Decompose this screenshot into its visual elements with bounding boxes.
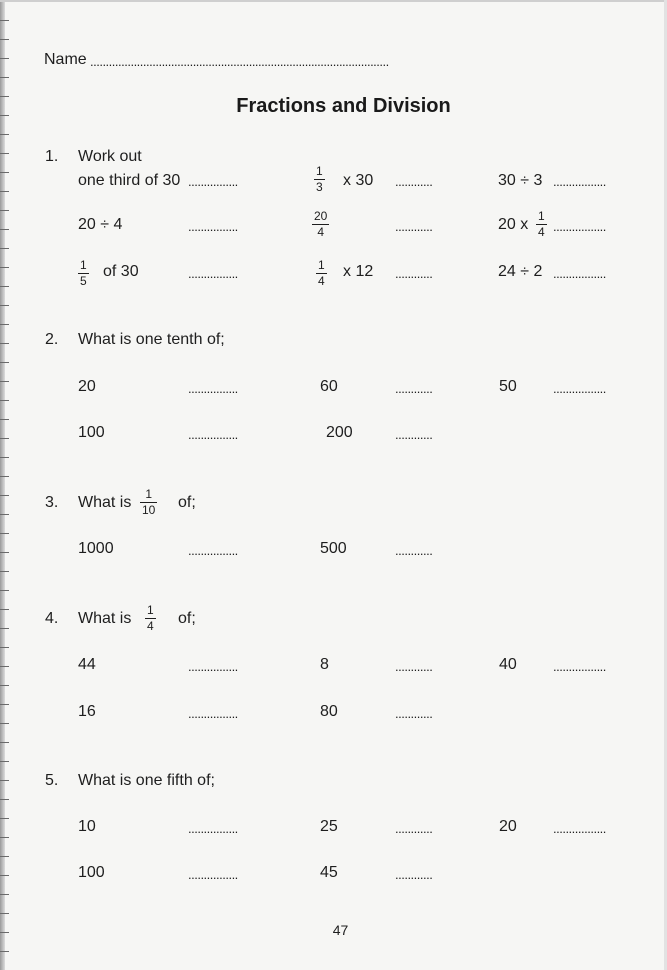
binding-tick [0, 286, 9, 287]
binding-tick [0, 191, 9, 192]
q1-r1-c1: one third of 30 [78, 172, 181, 189]
q1-r2-c1: 20 ÷ 4 [78, 216, 123, 233]
answer-line[interactable]: ................. [553, 174, 606, 189]
q5-item: 45 [320, 864, 338, 881]
answer-line[interactable]: ................ [188, 427, 238, 442]
binding-tick [0, 20, 9, 21]
fraction-denominator: 3 [316, 180, 323, 194]
answer-line[interactable]: ................ [188, 659, 238, 674]
answer-line[interactable]: ............ [395, 821, 433, 836]
name-answer-line[interactable]: ................................................................................................ [90, 54, 389, 69]
q5-item: 100 [78, 864, 105, 881]
answer-line[interactable]: ................ [188, 867, 238, 882]
binding-tick [0, 894, 9, 895]
binding-tick [0, 609, 9, 610]
q3-item: 1000 [78, 540, 114, 557]
fraction-numerator: 1 [318, 258, 325, 272]
fraction-numerator: 1 [145, 487, 153, 501]
answer-line[interactable]: ................. [553, 266, 606, 281]
q2-number: 2. [45, 331, 59, 348]
q1-r2-c2-fraction [312, 210, 329, 239]
q5-item: 20 [499, 818, 517, 835]
page-edge-left [0, 0, 5, 970]
binding-tick [0, 58, 9, 59]
q1-r3-c1-fraction [78, 259, 89, 288]
binding-tick [0, 77, 9, 78]
binding-tick [0, 799, 9, 800]
answer-line[interactable]: ................. [553, 219, 606, 234]
binding-tick [0, 381, 9, 382]
q1-r3-c2-suffix: x 12 [343, 263, 374, 280]
fraction-numerator: 1 [80, 258, 87, 272]
q1-r1-c2-fraction [314, 165, 325, 194]
answer-line[interactable]: ................ [188, 266, 238, 281]
binding-tick [0, 742, 9, 743]
q2-item: 50 [499, 378, 517, 395]
binding-tick [0, 476, 9, 477]
binding-tick [0, 248, 9, 249]
q4-number: 4. [45, 610, 59, 627]
q2-item: 20 [78, 378, 96, 395]
q4-item: 16 [78, 703, 96, 720]
fraction-denominator: 5 [80, 274, 87, 288]
fraction-denominator: 4 [538, 225, 545, 239]
binding-tick [0, 647, 9, 648]
q4-prompt-suffix: of; [178, 610, 196, 627]
answer-line[interactable]: ............ [395, 659, 433, 674]
answer-line[interactable]: ................ [188, 543, 238, 558]
binding-tick [0, 533, 9, 534]
binding-tick [0, 913, 9, 914]
binding-tick [0, 951, 9, 952]
binding-tick [0, 666, 9, 667]
q4-item: 80 [320, 703, 338, 720]
q3-item: 500 [320, 540, 347, 557]
binding-tick [0, 780, 9, 781]
answer-line[interactable]: ................ [188, 219, 238, 234]
q1-r3-c3: 24 ÷ 2 [498, 263, 543, 280]
q1-r1-c2-suffix: x 30 [343, 172, 374, 189]
q4-item: 8 [320, 656, 329, 673]
answer-line[interactable]: ................ [188, 381, 238, 396]
answer-line[interactable]: ................ [188, 706, 238, 721]
q4-item: 44 [78, 656, 96, 673]
q4-item: 40 [499, 656, 517, 673]
answer-line[interactable]: ............ [395, 219, 433, 234]
fraction-numerator: 20 [314, 209, 328, 223]
q1-r3-c1-suffix: of 30 [103, 263, 139, 280]
binding-tick [0, 856, 9, 857]
q2-item: 60 [320, 378, 338, 395]
q1-r1-c3: 30 ÷ 3 [498, 172, 543, 189]
q3-number: 3. [45, 494, 59, 511]
binding-tick [0, 875, 9, 876]
fraction-denominator: 10 [142, 503, 156, 517]
binding-tick [0, 457, 9, 458]
answer-line[interactable]: ................. [553, 821, 606, 836]
binding-tick [0, 704, 9, 705]
q3-prompt-suffix: of; [178, 494, 196, 511]
answer-line[interactable]: ................. [553, 381, 606, 396]
binding-tick [0, 571, 9, 572]
q1-r3-c2-fraction [316, 259, 327, 288]
binding-tick [0, 818, 9, 819]
answer-line[interactable]: ............ [395, 706, 433, 721]
binding-tick [0, 343, 9, 344]
binding-tick [0, 153, 9, 154]
q4-fraction [145, 604, 156, 633]
answer-line[interactable]: ............ [395, 266, 433, 281]
binding-tick [0, 685, 9, 686]
binding-tick [0, 552, 9, 553]
binding-tick [0, 590, 9, 591]
binding-tick [0, 229, 9, 230]
q3-fraction [140, 488, 157, 517]
answer-line[interactable]: ................. [553, 659, 606, 674]
answer-line[interactable]: ................ [188, 821, 238, 836]
q1-number: 1. [45, 148, 59, 165]
page-number: 47 [332, 922, 349, 938]
binding-tick [0, 438, 9, 439]
binding-tick [0, 39, 9, 40]
binding-tick [0, 495, 9, 496]
q3-prompt-prefix: What is [78, 494, 132, 511]
binding-tick [0, 305, 9, 306]
q4-prompt-prefix: What is [78, 610, 132, 627]
page-edge-top [0, 0, 667, 2]
fraction-numerator: 1 [147, 603, 154, 617]
q1-r2-c3-fraction [536, 210, 547, 239]
q1-r2-c3-prefix: 20 x [498, 216, 529, 233]
fraction-numerator: 1 [538, 209, 545, 223]
page-title: Fractions and Division [236, 95, 451, 117]
q5-number: 5. [45, 772, 59, 789]
q5-item: 10 [78, 818, 96, 835]
q5-item: 25 [320, 818, 338, 835]
q2-item: 100 [78, 424, 105, 441]
q2-prompt: What is one tenth of; [78, 331, 225, 348]
binding-tick [0, 210, 9, 211]
name-label: Name [44, 51, 87, 68]
answer-line[interactable]: ............ [395, 867, 433, 882]
binding-tick [0, 837, 9, 838]
fraction-denominator: 4 [147, 619, 154, 633]
answer-line[interactable]: ............ [395, 427, 433, 442]
fraction-denominator: 4 [318, 274, 325, 288]
answer-line[interactable]: ............ [395, 174, 433, 189]
binding-tick [0, 400, 9, 401]
q5-prompt: What is one fifth of; [78, 772, 215, 789]
q1-prompt: Work out [78, 148, 142, 165]
binding-tick [0, 628, 9, 629]
fraction-numerator: 1 [316, 164, 323, 178]
binding-tick [0, 362, 9, 363]
answer-line[interactable]: ............ [395, 381, 433, 396]
answer-line[interactable]: ............ [395, 543, 433, 558]
binding-tick [0, 761, 9, 762]
binding-tick [0, 267, 9, 268]
binding-tick [0, 723, 9, 724]
binding-tick [0, 419, 9, 420]
answer-line[interactable]: ................ [188, 174, 238, 189]
binding-tick [0, 134, 9, 135]
binding-tick [0, 172, 9, 173]
fraction-denominator: 4 [317, 225, 325, 239]
q2-item: 200 [326, 424, 353, 441]
binding-tick [0, 514, 9, 515]
binding-tick [0, 324, 9, 325]
